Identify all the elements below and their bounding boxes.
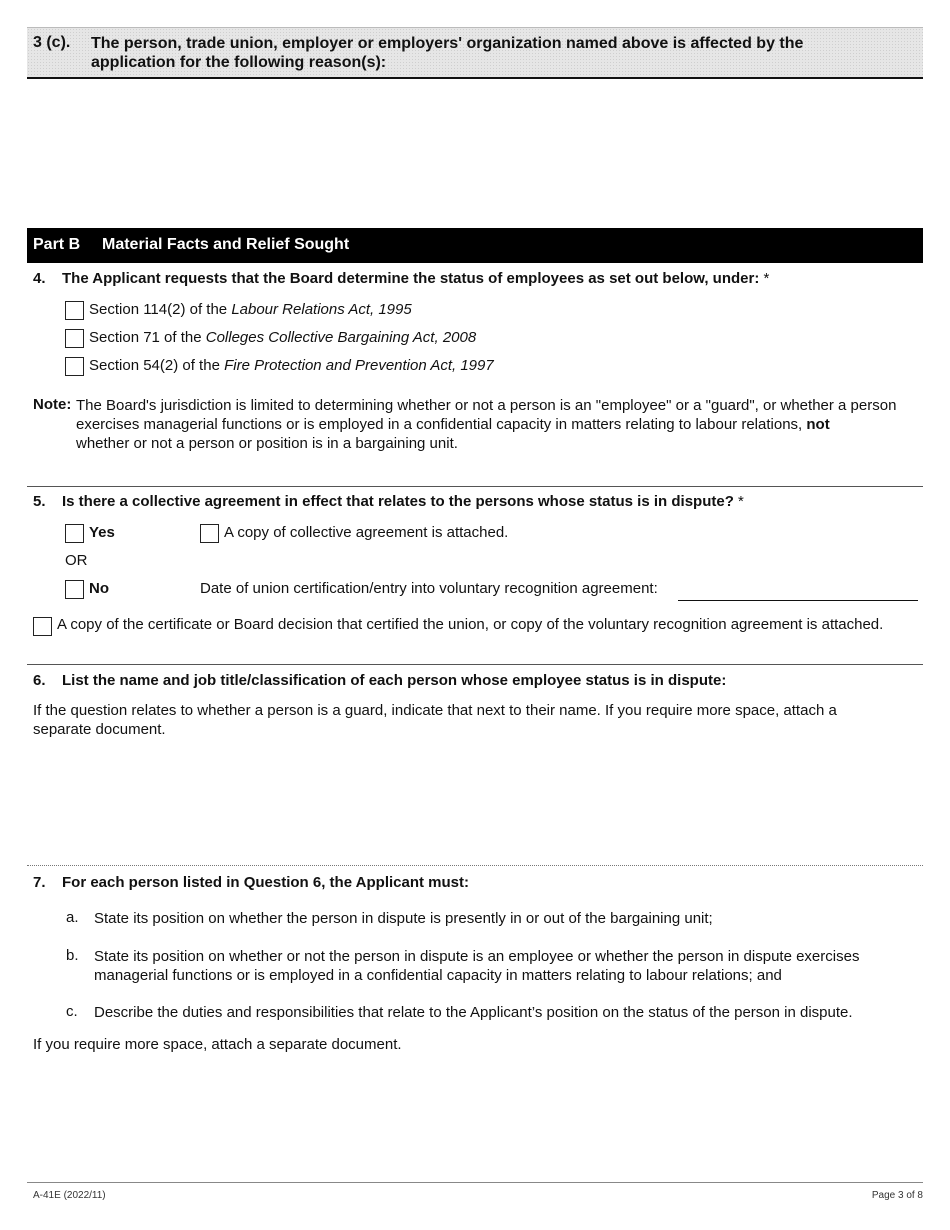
- q6-instructions: If the question relates to whether a person is a guard, indicate that next to their name. If you require more space, attach a separate document.: [33, 702, 837, 738]
- q5-required-marker: *: [738, 493, 744, 510]
- divider: [27, 664, 923, 665]
- divider: [27, 486, 923, 487]
- q5-certificate-label: A copy of the certificate or Board decision that certified the union, or copy of the voluntary recognition agreement is attached.: [57, 616, 884, 633]
- q5-date-label: Date of union certification/entry into voluntary recognition agreement:: [200, 580, 658, 597]
- q4-option-3-prefix: Section 54(2) of the: [89, 357, 225, 374]
- q4-option-3-checkbox[interactable]: [65, 357, 84, 376]
- q7-answer-area[interactable]: [27, 1060, 923, 1178]
- q4-option-1-prefix: Section 114(2) of the: [89, 301, 232, 318]
- part-b-title: Material Facts and Relief Sought: [102, 236, 350, 253]
- q5-text: [62, 493, 744, 510]
- section-3c-text: The person, trade union, employer or employers' organization named above is affected by the application for the following reason(s):: [91, 35, 804, 71]
- part-b-header: [27, 228, 923, 263]
- q7-item-b-letter: b.: [66, 947, 79, 964]
- note-text-b: whether or not a person or position is in a bargaining unit.: [76, 435, 458, 452]
- page-number: Page 3 of 8: [871, 1190, 923, 1201]
- q4-required-marker: *: [763, 270, 770, 287]
- q4-option-3-label: [89, 357, 494, 374]
- q7-number: 7.: [33, 874, 46, 891]
- section-3c-number: 3 (c).: [33, 34, 71, 51]
- q4-option-2-checkbox[interactable]: [65, 329, 84, 348]
- q5-copy-attached-label: A copy of collective agreement is attached.: [224, 524, 509, 541]
- q6-number: 6.: [33, 672, 46, 689]
- q7-item-c-letter: c.: [66, 1003, 78, 1020]
- q4-number: 4.: [33, 270, 46, 287]
- q4-option-2-prefix: Section 71 of the: [89, 329, 206, 346]
- q4-option-3-act: Fire Protection and Prevention Act, 1997: [224, 357, 494, 374]
- q7-text: For each person listed in Question 6, the Applicant must:: [62, 874, 469, 891]
- note-bold-not: not: [806, 416, 830, 433]
- q4-text: [62, 270, 769, 287]
- q5-yes-checkbox[interactable]: [65, 524, 84, 543]
- q4-option-1-label: [89, 301, 412, 318]
- q5-or-label: OR: [65, 552, 88, 569]
- q5-certificate-checkbox[interactable]: [33, 617, 52, 636]
- q5-yes-label: Yes: [89, 524, 115, 541]
- q4-question: The Applicant requests that the Board determine the status of employees as set out below, under:: [62, 270, 760, 287]
- q7-footer-note: If you require more space, attach a separate document.: [33, 1036, 402, 1053]
- form-id: A-41E (2022/11): [33, 1190, 106, 1201]
- q7-item-c-text: Describe the duties and responsibilities that relate to the Applicant’s position on the status of the person in dispute.: [94, 1004, 853, 1021]
- q6-answer-area[interactable]: [27, 742, 923, 862]
- note-text: [76, 396, 921, 453]
- section-3c-answer-area[interactable]: [27, 80, 923, 226]
- q5-no-checkbox[interactable]: [65, 580, 84, 599]
- q4-option-1-checkbox[interactable]: [65, 301, 84, 320]
- section-3c-header: [27, 27, 923, 79]
- q5-question: Is there a collective agreement in effect that relates to the persons whose status is in dispute?: [62, 493, 734, 510]
- q5-copy-attached-checkbox[interactable]: [200, 524, 219, 543]
- q4-option-2-act: Colleges Collective Bargaining Act, 2008: [205, 329, 477, 346]
- q7-item-a-letter: a.: [66, 909, 79, 926]
- q7-item-a-text: State its position on whether the person in dispute is presently in or out of the bargaining unit;: [94, 910, 713, 927]
- q5-number: 5.: [33, 493, 46, 510]
- footer-rule: [27, 1182, 923, 1183]
- q4-option-2-label: [89, 329, 476, 346]
- dotted-divider: [27, 865, 923, 866]
- q5-date-input[interactable]: [678, 600, 918, 601]
- q4-option-1-act: Labour Relations Act, 1995: [231, 301, 412, 318]
- q6-text: List the name and job title/classification of each person whose employee status is in dispute:: [62, 672, 727, 689]
- part-b-label: Part B: [33, 236, 81, 253]
- q7-item-b-text: State its position on whether or not the person in dispute is an employee or whether the person in dispute exercises managerial functions or is employed in a confidential capacity in matters relating to labour relations; and: [94, 948, 860, 984]
- q5-no-label: No: [89, 580, 109, 597]
- note-text-a: The Board's jurisdiction is limited to determining whether or not a person is an "employee" or a "guard", or whether a person exercises managerial functions or is employed in a confidential capacity in matters relating to labour relations,: [76, 397, 897, 433]
- note-label: Note:: [33, 396, 72, 413]
